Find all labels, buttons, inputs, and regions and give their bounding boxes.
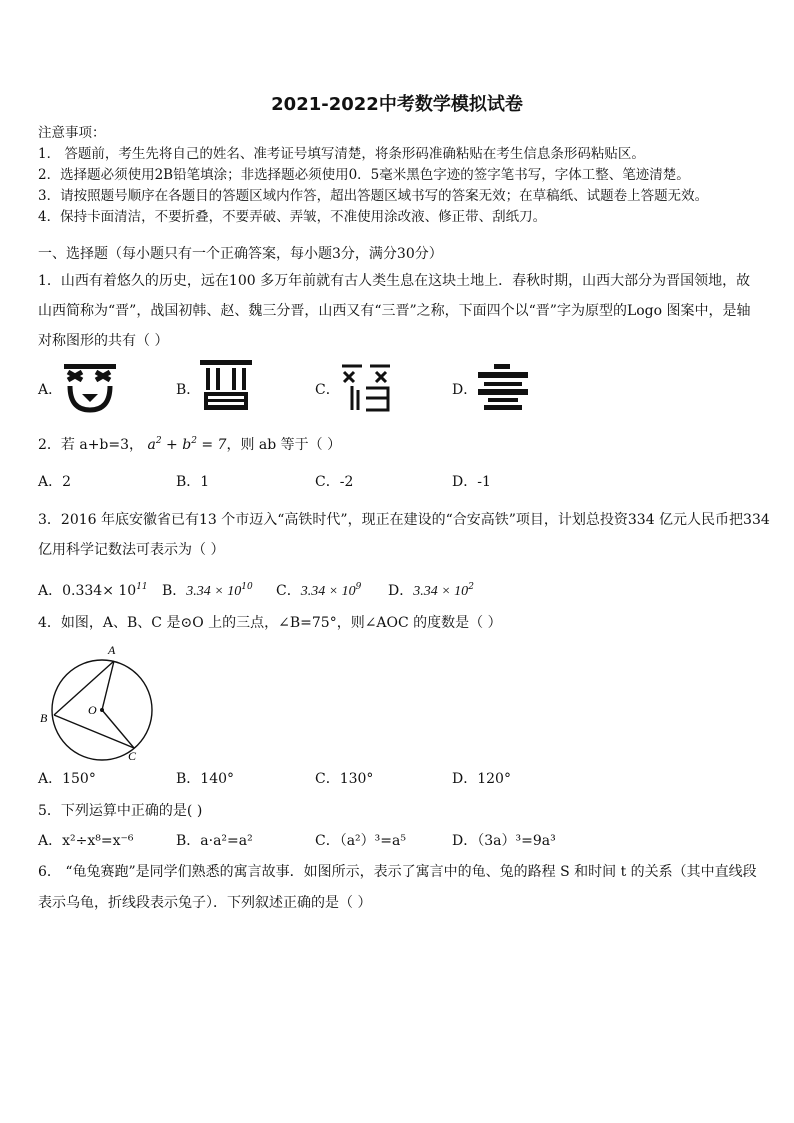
q2-option-c: C．-2 — [315, 474, 354, 490]
q1-option-b: B． — [176, 382, 201, 398]
q5-option-a: A．x²÷x⁸=x⁻⁶ — [38, 833, 134, 849]
q5-option-b: B．a·a²=a² — [176, 833, 253, 849]
q3-option-b: B．$3.34 \times 10^{10}$ — [162, 582, 253, 599]
q4-stem: 4．如图，A、B、C 是⊙O 上的三点，∠B=75°，则∠AOC 的度数是（ ） — [38, 615, 502, 631]
q6-line-2: 表示乌龟，折线段表示兔子）．下列叙述正确的是（ ） — [38, 895, 372, 911]
q2-option-a: A．2 — [38, 474, 72, 490]
q1-option-a: A． — [38, 382, 63, 398]
q2-stem-part2: ，则 ab 等于（ ） — [226, 437, 342, 453]
q3-option-d: D．$3.34 \times 10^2$ — [388, 582, 474, 599]
q4-option-d: D．120° — [452, 771, 511, 787]
label-a: A — [108, 643, 116, 657]
notice-item-4: 4．保持卡面清洁，不要折叠，不要弄破、弄皱，不准使用涂改液、修正带、刮纸刀。 — [38, 209, 547, 225]
label-c: C — [128, 749, 137, 763]
q5-option-c: C．（a²）³=a⁵ — [315, 833, 406, 849]
q5-option-d: D．（3a）³=9a³ — [452, 833, 556, 849]
q1-line-1: 1．山西有着悠久的历史，远在100 多万年前就有古人类生息在这块土地上．春秋时期，山西大部分为晋国领地，故 — [38, 273, 751, 289]
q3-line-2: 亿用科学记数法可表示为（ ） — [38, 542, 225, 558]
q4-option-c: C．130° — [315, 771, 374, 787]
q1-option-d: D． — [452, 382, 478, 398]
q1-line-3: 对称图形的共有（ ） — [38, 333, 169, 349]
notice-item-3: 3．请按照题号顺序在各题目的答题区域内作答，超出答题区域书写的答案无效；在草稿纸、试题卷上答题无效。 — [38, 188, 709, 204]
q4-option-a: A．150° — [38, 771, 96, 787]
logo-c-icon — [338, 358, 396, 414]
logo-b-icon — [198, 358, 256, 414]
label-b: B — [40, 711, 48, 725]
q1-option-c: C． — [315, 382, 340, 398]
label-o: O — [88, 703, 97, 717]
notice-item-1: 1． 答题前，考生先将自己的姓名、准考证号填写清楚，将条形码准确粘贴在考生信息条形码粘贴区。 — [38, 146, 645, 162]
q3-option-c: C．$3.34 \times 10^9$ — [276, 582, 362, 599]
notice-heading: 注意事项： — [38, 125, 106, 141]
section-heading: 一、选择题（每小题只有一个正确答案，每小题3分，满分30分） — [38, 246, 443, 262]
q2-option-b: B．1 — [176, 474, 210, 490]
page-title: 2021-2022中考数学模拟试卷 — [271, 94, 523, 115]
q1-line-2: 山西简称为“晋”，战国初韩、赵、魏三分晋，山西又有“三晋”之称，下面四个以“晋”字为原型的Logo 图案中，是轴 — [38, 303, 751, 319]
circle-figure — [38, 640, 158, 764]
q3-line-1: 3．2016 年底安徽省已有13 个市迈入“高铁时代”，现正在建设的“合安高铁”项目，计划总投资334 亿元人民币把334 — [38, 512, 770, 528]
q2-equation: $a^2 + b^2 = 7$ — [147, 436, 227, 453]
logo-a-icon — [62, 358, 120, 414]
q3-option-a: A．$0.334\times 10^{11}$ — [38, 582, 148, 599]
q5-stem: 5．下列运算中正确的是( ) — [38, 803, 203, 819]
q6-line-1: 6． “龟兔赛跑”是同学们熟悉的寓言故事．如图所示，表示了寓言中的龟、兔的路程 S 和时间 t 的关系（其中直线段 — [38, 864, 757, 880]
q2-stem-part1: 2．若 a+b=3， — [38, 437, 144, 453]
q2-option-d: D．-1 — [452, 474, 491, 490]
logo-d-icon — [474, 358, 532, 414]
q2-stem — [38, 432, 341, 454]
q4-option-b: B．140° — [176, 771, 235, 787]
notice-item-2: 2．选择题必须使用2B铅笔填涂；非选择题必须使用0．5毫米黑色字迹的签字笔书写，字体工整、笔迹清楚。 — [38, 167, 690, 183]
